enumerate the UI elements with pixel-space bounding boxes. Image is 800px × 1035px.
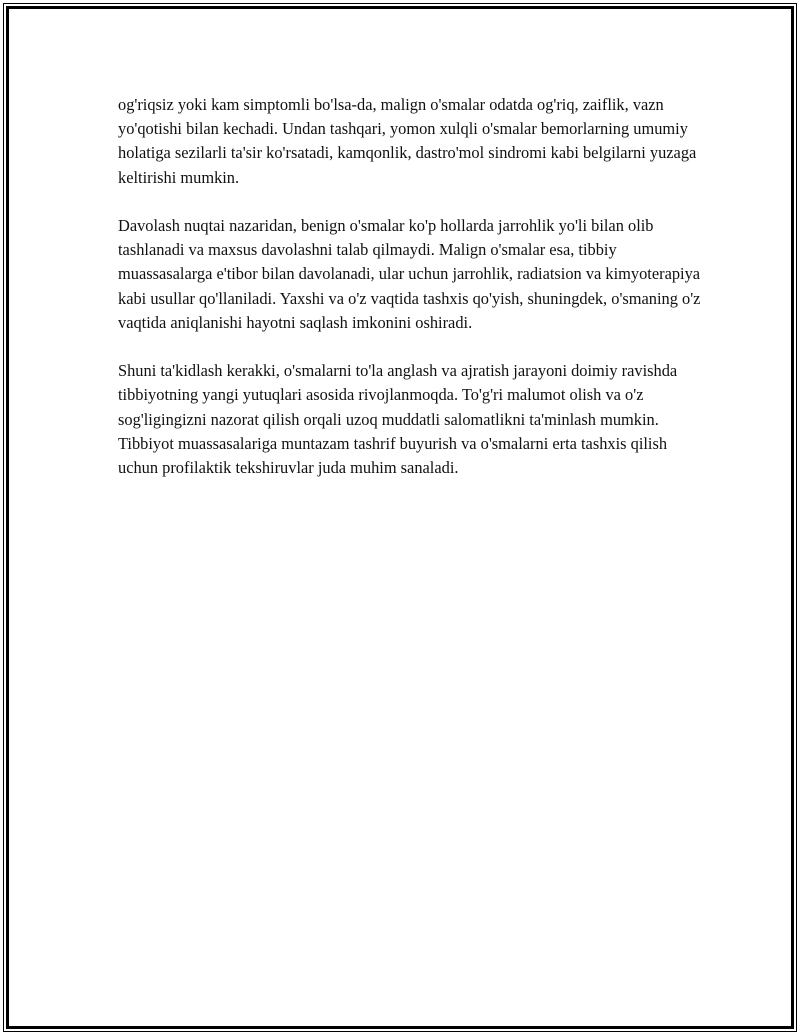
- page-border: [3, 3, 797, 1032]
- paragraph-conclusion: Shuni ta'kidlash kerakki, o'smalarni to'la anglash va ajratish jarayoni doimiy ravishda tibbiyotning yangi yutuqlari asosida rivojlanmoqda. To'g'ri malumot olish va o'z sog'ligingizni nazorat qilish orqali uzoq muddatli salomatlikni ta'minlash mumkin. Tibbiyot muassasalariga muntazam tashrif buyurish va o'smalarni erta tashxis qilish uchun profilaktik tekshiruvlar juda muhim sanaladi.: [118, 361, 678, 478]
- paragraph-treatment: Davolash nuqtai nazaridan, benign o'smalar ko'p hollarda jarrohlik yo'li bilan olib tashlanadi va maxsus davolashni talab qilmaydi. Malign o'smalar esa, tibbiy muassasalarga e'tibor bilan davolanadi, ular uchun jarrohlik, radiatsion va kimyoterapiya kabi usullar qo'llaniladi. Yaxshi va o'z vaqtida tashxis qo'yish, shuningdek, o'smaning o'z vaqtida aniqlanishi hayotni saqlash imkonini oshiradi.: [118, 216, 701, 332]
- document-body: [118, 93, 704, 504]
- paragraph-symptoms: og'riqsiz yoki kam simptomli bo'lsa-da, malign o'smalar odatda og'riq, zaiflik, vazn yo'qotishi bilan kechadi. Undan tashqari, yomon xulqli o'smalar bemorlarning umumiy holatiga sezilarli ta'sir ko'rsatadi, kamqonlik, dastro'mol sindromi kabi belgilarni yuzaga keltirishi mumkin.: [118, 95, 697, 187]
